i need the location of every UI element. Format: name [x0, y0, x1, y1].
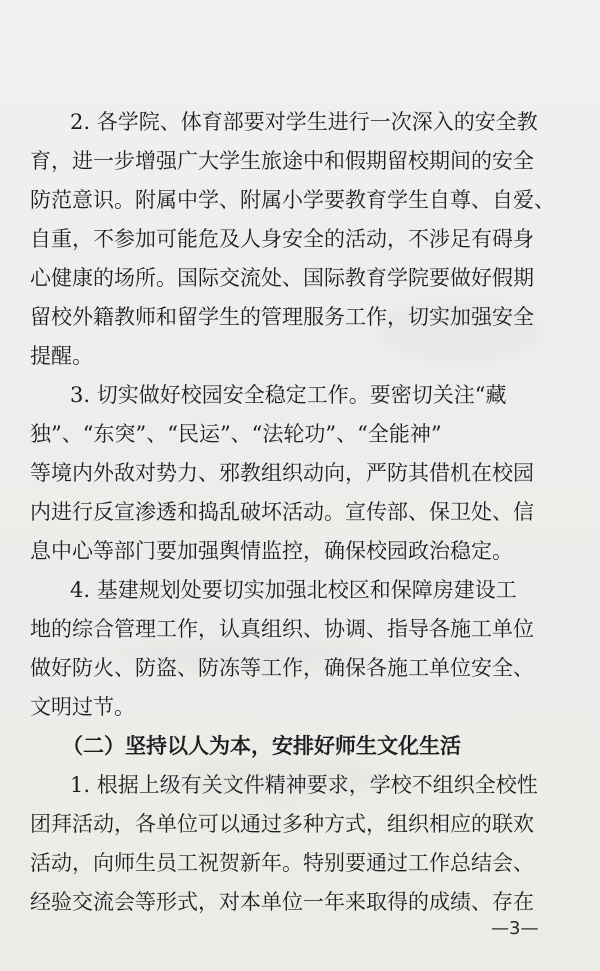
text-line: 等境内外敌对势力、邪教组织动向，严防其借机在校园 [30, 461, 534, 485]
text-line: 1. 根据上级有关文件精神要求，学校不组织全校性 [70, 773, 538, 797]
text-line: 独”、“东突”、“民运”、“法轮功”、“全能神” [30, 422, 442, 446]
text-line: 心健康的场所。国际交流处、国际教育学院要做好假期 [30, 266, 534, 290]
page-number: —3— [491, 918, 539, 939]
text-line: 防范意识。附属中学、附属小学要教育学生自尊、自爱、 [30, 188, 555, 212]
text-line: 3. 切实做好校园安全稳定工作。要密切关注“藏 [70, 383, 507, 407]
text-line: 息中心等部门要加强舆情监控，确保校园政治稳定。 [30, 539, 513, 563]
text-line: 文明过节。 [30, 695, 135, 719]
text-line: 4. 基建规划处要切实加强北校区和保障房建设工 [70, 578, 517, 602]
text-line: 2. 各学院、体育部要对学生进行一次深入的安全教 [70, 110, 538, 134]
text-line: 自重，不参加可能危及人身安全的活动，不涉足有碍身 [30, 227, 534, 251]
text-line: 团拜活动，各单位可以通过多种方式，组织相应的联欢 [30, 812, 534, 836]
text-line: 内进行反宣渗透和捣乱破坏活动。宣传部、保卫处、信 [30, 500, 534, 524]
text-line: 地的综合管理工作，认真组织、协调、指导各施工单位 [30, 617, 534, 641]
text-line: 活动，向师生员工祝贺新年。特别要通过工作总结会、 [30, 851, 534, 875]
text-line: 留校外籍教师和留学生的管理服务工作，切实加强安全 [30, 305, 534, 329]
text-line: 经验交流会等形式，对本单位一年来取得的成绩、存在 [30, 890, 534, 914]
section-heading: （二）坚持以人为本，安排好师生文化生活 [62, 734, 461, 758]
text-line: 做好防火、防盗、防冻等工作，确保各施工单位安全、 [30, 656, 534, 680]
text-line: 育，进一步增强广大学生旅途中和假期留校期间的安全 [30, 149, 534, 173]
text-line: 提醒。 [30, 344, 93, 368]
